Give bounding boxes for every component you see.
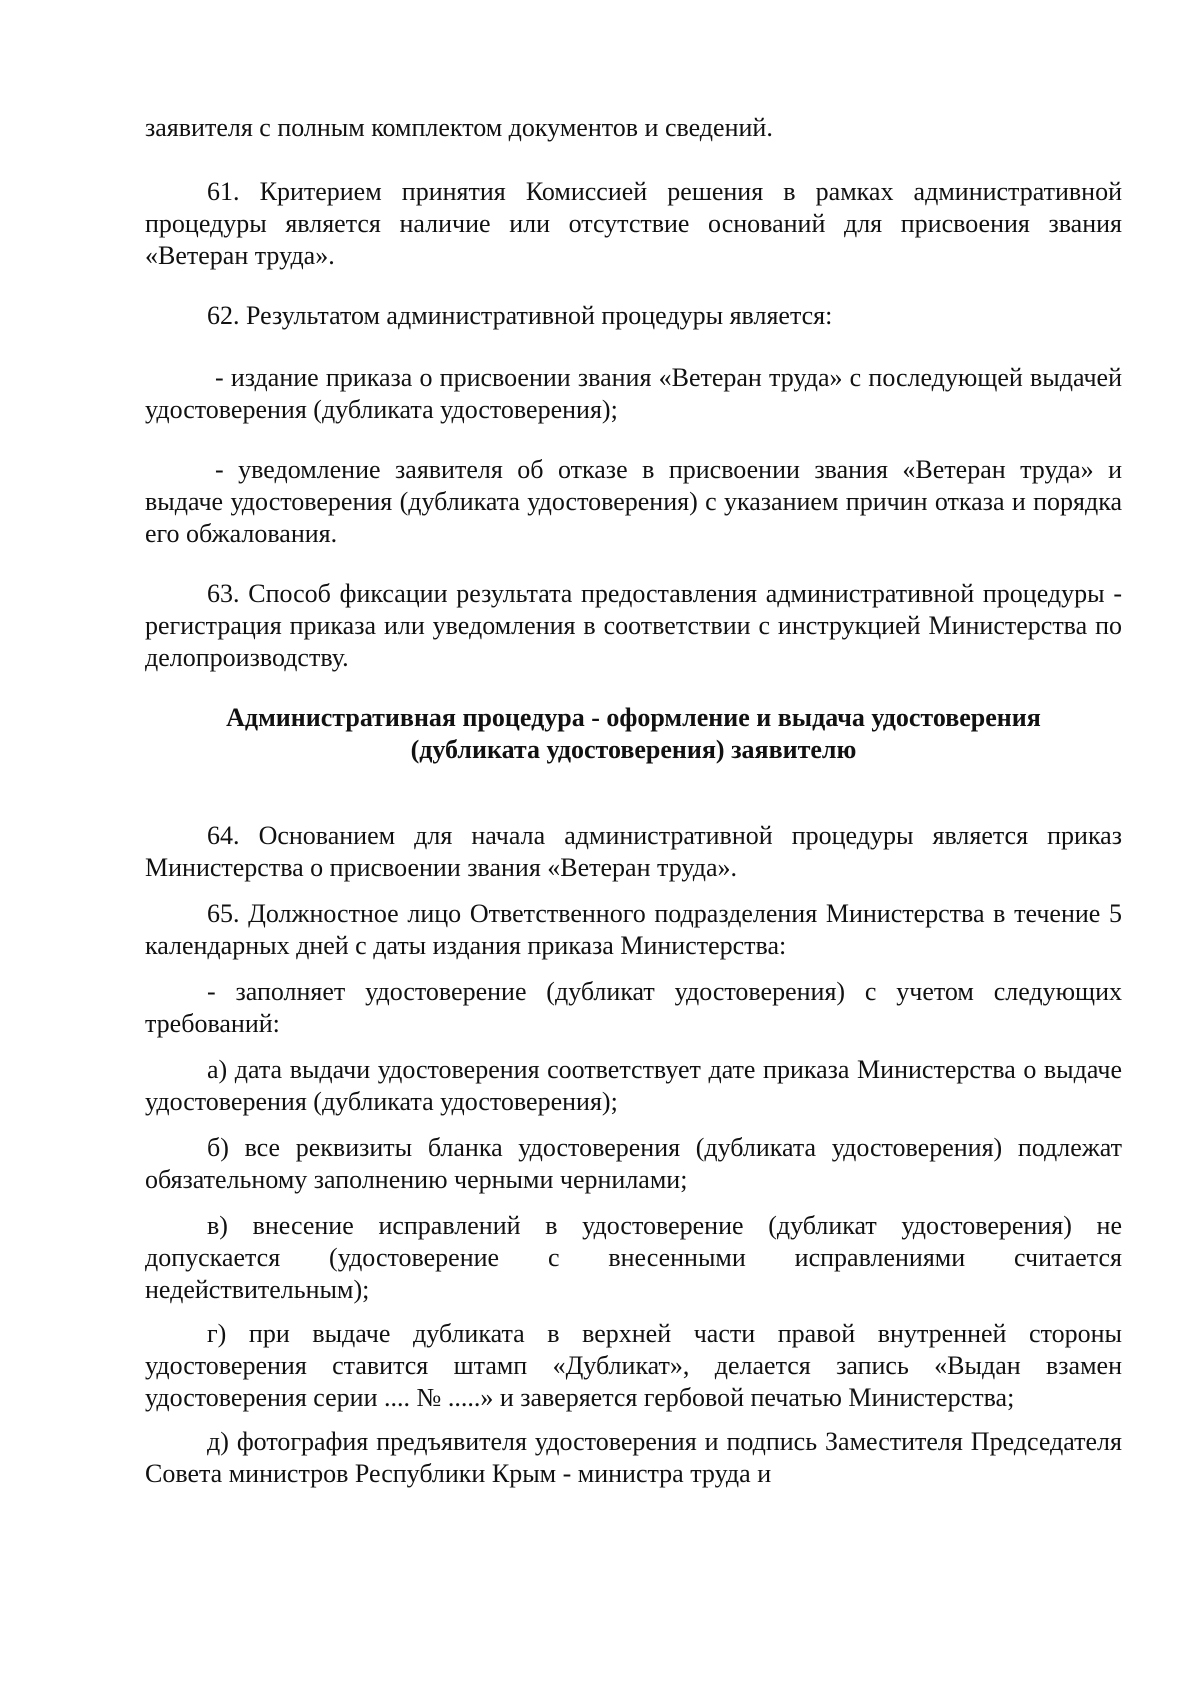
subitem-g [145, 1318, 1122, 1414]
subitem-v [145, 1210, 1122, 1306]
paragraph-text: - заполняет удостоверение (дубликат удостоверения) с учетом следующих требований: [145, 977, 1122, 1038]
paragraph-text: 65. Должностное лицо Ответственного подразделения Министерства в течение 5 календарных дней с даты издания приказа Министерства: [145, 899, 1122, 960]
paragraph-text: б) все реквизиты бланка удостоверения (дубликата удостоверения) подлежат обязательному заполнению черными чернилами; [145, 1133, 1122, 1194]
heading-line-2: (дубликата удостоверения) заявителю [410, 735, 857, 764]
list-item-notification [145, 454, 1122, 550]
paragraph-text: а) дата выдачи удостоверения соответствует дате приказа Министерства о выдаче удостоверения (дубликата удостоверения); [145, 1055, 1122, 1116]
paragraph-62 [145, 300, 1122, 332]
heading-line-1: Административная процедура - оформление и выдача удостоверения [226, 703, 1041, 732]
paragraph-text: - уведомление заявителя об отказе в присвоении звания «Ветеран труда» и выдаче удостоверения (дубликата удостоверения) с указанием причин отказа и порядка его обжалования. [145, 455, 1122, 548]
paragraph-continuation [145, 112, 1122, 144]
paragraph-64 [145, 820, 1122, 884]
paragraph-text: заявителя с полным комплектом документов и сведений. [145, 113, 773, 142]
list-item-fill-certificate [145, 976, 1122, 1040]
paragraph-text: - издание приказа о присвоении звания «Ветеран труда» с последующей выдачей удостоверения (дубликата удостоверения); [145, 363, 1122, 424]
paragraph-text: г) при выдаче дубликата в верхней части правой внутренней стороны удостоверения ставится штамп «Дубликат», делается запись «Выдан взамен удостоверения серии .... № .....» и заверяется гербовой печатью Министерства; [145, 1319, 1122, 1412]
paragraph-65 [145, 898, 1122, 962]
paragraph-text: в) внесение исправлений в удостоверение (дубликат удостоверения) не допускается (удостоверение с внесенными исправлениями считается недействительным); [145, 1211, 1122, 1304]
paragraph-text: 64. Основанием для начала административной процедуры является приказ Министерства о присвоении звания «Ветеран труда». [145, 821, 1122, 882]
subitem-a [145, 1054, 1122, 1118]
subitem-b [145, 1132, 1122, 1196]
subitem-d [145, 1426, 1122, 1490]
paragraph-63 [145, 578, 1122, 674]
paragraph-61 [145, 176, 1122, 272]
section-heading [145, 702, 1122, 766]
paragraph-text: 63. Способ фиксации результата предоставления административной процедуры - регистрация приказа или уведомления в соответствии с инструкцией Министерства по делопроизводству. [145, 579, 1122, 672]
paragraph-text: 61. Критерием принятия Комиссией решения в рамках административной процедуры является наличие или отсутствие оснований для присвоения звания «Ветеран труда». [145, 177, 1122, 270]
paragraph-text: д) фотография предъявителя удостоверения и подпись Заместителя Председателя Совета министров Республики Крым - министра труда и [145, 1427, 1122, 1488]
list-item-order [145, 362, 1122, 426]
paragraph-text: 62. Результатом административной процедуры является: [207, 301, 833, 330]
